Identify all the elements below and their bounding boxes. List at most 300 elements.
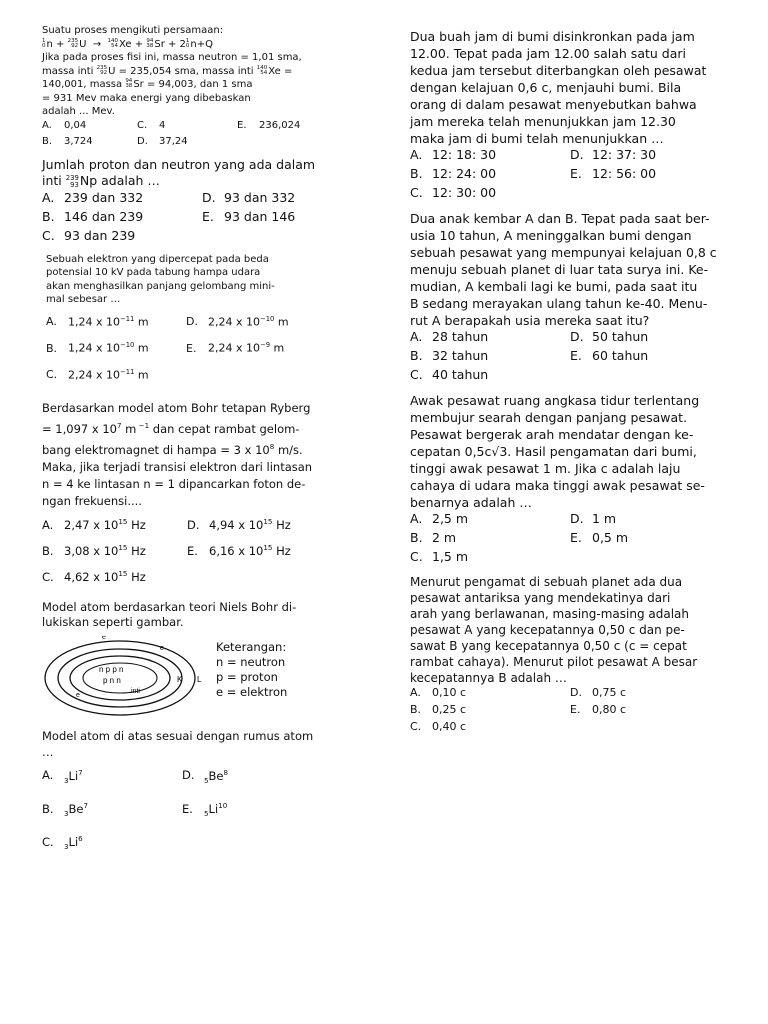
option-text: 60 tahun xyxy=(592,348,649,363)
text-segment: Xe = xyxy=(268,65,293,77)
nuclide-mass: 235 xyxy=(96,64,108,71)
option-exponent: −10 xyxy=(260,314,275,323)
stem-line xyxy=(42,417,342,438)
answer-options xyxy=(410,686,730,737)
option-key: D. xyxy=(570,511,584,526)
stem-line: cahaya di udara maka tinggi awak pesawat se- xyxy=(410,478,705,493)
option-text: 4 xyxy=(159,119,166,131)
legend-title: Keterangan: xyxy=(216,639,287,654)
stem-line: arah yang berlawanan, masing-masing adalah xyxy=(410,607,689,621)
question-bohr-frequency xyxy=(42,400,342,589)
question-clock-dilation xyxy=(410,28,730,204)
question-stem xyxy=(46,253,342,307)
answer-option[interactable] xyxy=(187,538,337,564)
answer-option[interactable] xyxy=(42,135,137,151)
option-text: 12: 30: 00 xyxy=(432,185,497,200)
answer-options xyxy=(410,147,730,204)
option-text: 93 dan 332 xyxy=(224,189,296,205)
stem-line xyxy=(42,65,342,79)
nuclide-symbol: n+Q xyxy=(190,38,213,50)
option-text: 2,47 x 10 xyxy=(64,517,119,532)
stem-line: B sedang merayakan ulang tahun ke-40. Menu- xyxy=(410,296,708,311)
answer-option[interactable] xyxy=(410,511,570,530)
text-segment: = 1,097 x 10 xyxy=(42,422,117,437)
option-text: 40 tahun xyxy=(432,367,489,382)
nuclide-mass: 140 xyxy=(256,64,268,71)
answer-option[interactable] xyxy=(42,228,202,247)
option-key: D. xyxy=(570,686,582,699)
option-exponent: 15 xyxy=(118,568,128,578)
diagram-legend xyxy=(216,640,287,700)
left-column xyxy=(42,24,342,867)
answer-options xyxy=(42,512,342,589)
option-text: 4,94 x 10 xyxy=(209,517,264,532)
stem-line xyxy=(42,438,342,459)
stem-line: ngan frekuensi.... xyxy=(42,494,142,509)
option-key: C. xyxy=(410,185,423,200)
nuclide-mass: 94 xyxy=(146,37,154,44)
option-unit: m xyxy=(270,341,285,355)
legend-item: e = elektron xyxy=(216,684,288,699)
answer-option[interactable] xyxy=(182,795,322,828)
option-key: E. xyxy=(202,208,214,224)
legend-item: n = neutron xyxy=(216,654,286,669)
reaction-equation xyxy=(42,38,342,52)
option-unit: Hz xyxy=(272,517,291,532)
option-unit: m xyxy=(134,368,149,382)
text-segment: U = 235,054 sma, massa inti xyxy=(108,65,257,77)
nuclide-mass: 235 xyxy=(67,37,79,44)
legend-item: p = proton xyxy=(216,669,278,684)
option-key: E. xyxy=(187,543,198,558)
stem-line: Dua buah jam di bumi disinkronkan pada jam xyxy=(410,29,695,44)
option-text: 239 dan 332 xyxy=(64,189,144,205)
option-text: 236,024 xyxy=(259,119,301,131)
answer-option[interactable] xyxy=(410,367,570,386)
answer-option[interactable] xyxy=(570,147,730,166)
nuclide-number: 0 xyxy=(42,42,46,49)
answer-option[interactable] xyxy=(410,329,570,348)
stem-line: Model atom berdasarkan teori Niels Bohr di- xyxy=(42,599,297,614)
stem-line: = 931 Mev maka energi yang dibebaskan xyxy=(42,92,251,104)
answer-option[interactable] xyxy=(46,335,186,362)
question-electron-wavelength xyxy=(42,253,342,389)
element-symbol: Li xyxy=(208,801,219,816)
stem-line: menuju sebuah planet di luar tata surya ini. Ke- xyxy=(410,262,709,277)
answer-options xyxy=(410,511,730,568)
answer-option[interactable] xyxy=(410,348,570,367)
mass-number: 7 xyxy=(78,767,83,777)
answer-option[interactable] xyxy=(137,135,237,151)
option-exponent: 15 xyxy=(118,517,128,527)
stem-line: kedua jam tersebut diterbangkan oleh pesawat xyxy=(410,63,707,78)
stem-line: Berdasarkan model atom Bohr tetapan Ryberg xyxy=(42,401,311,416)
nuclide-symbol: n + xyxy=(46,38,65,50)
option-text: 4,62 x 10 xyxy=(64,569,119,584)
answer-option[interactable] xyxy=(410,703,570,720)
option-key: D. xyxy=(570,147,584,162)
question-twin-paradox xyxy=(410,210,730,386)
text-segment: m xyxy=(121,422,137,437)
answer-option[interactable] xyxy=(410,147,570,166)
answer-option[interactable] xyxy=(202,209,342,228)
stem-line xyxy=(42,78,342,92)
stem-line: n = 4 ke lintasan n = 1 dipancarkan foton de- xyxy=(42,477,306,492)
stem-line: cepatan 0,5c√3. Hasil pengamatan dari bumi, xyxy=(410,444,697,459)
answer-option[interactable] xyxy=(410,185,570,204)
option-text: 0,25 c xyxy=(432,703,467,716)
nuclide-symbol: Np xyxy=(79,173,98,188)
option-unit: m xyxy=(274,315,289,329)
option-text: 1,24 x 10 xyxy=(68,341,120,355)
question-stem xyxy=(42,24,342,119)
stem-line: Model atom di atas sesuai dengan rumus atom xyxy=(42,728,314,743)
option-text: 3,08 x 10 xyxy=(64,543,119,558)
stem-line: maka jam di bumi telah menunjukkan … xyxy=(410,131,664,146)
mass-number: 6 xyxy=(78,833,83,843)
electron-label: e xyxy=(160,644,164,652)
option-text: 0,10 c xyxy=(432,686,467,699)
option-text: 12: 18: 30 xyxy=(432,147,497,162)
option-key: C. xyxy=(42,834,54,849)
option-unit: m xyxy=(134,315,149,329)
stem-line: sawat B yang kecepatannya 0,50 c (c = cepat xyxy=(410,639,687,653)
text-segment: massa inti xyxy=(42,65,97,77)
nuclide-mass: 1 xyxy=(42,37,46,44)
nuclide-symbol: Xe + xyxy=(119,38,144,50)
answer-option[interactable] xyxy=(570,686,730,703)
option-exponent: 15 xyxy=(263,517,273,527)
nuclide-mass: 1 xyxy=(185,37,190,44)
stem-line xyxy=(42,173,342,190)
atomic-number: 3 xyxy=(64,808,69,818)
answer-option[interactable] xyxy=(42,512,187,538)
option-text: 0,80 c xyxy=(592,703,627,716)
option-text: 12: 56: 00 xyxy=(592,166,657,181)
reaction-arrow: → xyxy=(92,38,102,50)
answer-option[interactable] xyxy=(202,190,342,209)
question-relative-velocity xyxy=(410,574,730,737)
nuclide-number: 92 xyxy=(100,69,108,76)
option-unit: Hz xyxy=(127,569,146,584)
stem-line: Dua anak kembar A dan B. Tepat pada saat ber- xyxy=(410,211,710,226)
text-segment: inti xyxy=(42,173,66,188)
stem-line: 12.00. Tepat pada jam 12.00 salah satu dari xyxy=(410,46,686,61)
option-key: C. xyxy=(42,227,55,243)
option-key: E. xyxy=(570,166,582,181)
stem-line: Jika pada proses fisi ini, massa neutron = 1,01 sma, xyxy=(42,52,302,63)
answer-option[interactable] xyxy=(42,795,182,828)
option-key: B. xyxy=(410,348,423,363)
text-segment: bang elektromagnet di hampa = 3 x 10 xyxy=(42,443,270,458)
option-unit: m xyxy=(134,341,149,355)
answer-option[interactable] xyxy=(186,309,326,336)
option-key: A. xyxy=(410,686,421,699)
option-text: 2,24 x 10 xyxy=(68,368,120,382)
stem-line: adalah ... Mev. xyxy=(42,106,115,117)
option-text: 37,24 xyxy=(159,135,188,147)
question-stem xyxy=(42,157,342,190)
option-text: 1,5 m xyxy=(432,549,469,564)
stem-line: dengan kelajuan 0,6 c, menjauhi bumi. Bila xyxy=(410,80,682,95)
option-exponent: −11 xyxy=(120,314,135,323)
option-key: C. xyxy=(42,569,54,584)
stem-line: sebuah pesawat yang mempunyai kelajuan 0,8 c xyxy=(410,245,717,260)
text-segment: m/s. xyxy=(274,443,303,458)
option-text: 6,16 x 10 xyxy=(209,543,264,558)
option-key: A. xyxy=(46,315,57,329)
electron-label: e xyxy=(76,691,80,699)
option-key: C. xyxy=(46,368,58,382)
element-symbol: Li xyxy=(68,768,79,783)
question-stem xyxy=(42,600,342,630)
answer-option[interactable] xyxy=(137,119,237,135)
atom-diagram-row xyxy=(42,636,342,718)
answer-option[interactable] xyxy=(182,762,322,795)
nuclide-number: 92 xyxy=(71,42,79,49)
stem-line: akan menghasilkan panjang gelombang mini- xyxy=(46,280,275,292)
option-key: E. xyxy=(182,801,193,816)
option-unit: Hz xyxy=(272,543,291,558)
exponent: −1 xyxy=(136,421,150,431)
answer-option[interactable] xyxy=(42,190,202,209)
answer-option[interactable] xyxy=(570,511,730,530)
nuclide-number: 54 xyxy=(260,69,268,76)
stem-line: tinggi awak pesawat 1 m. Jika c adalah laju xyxy=(410,461,681,476)
nuclide-mass: 140 xyxy=(107,37,119,44)
text-segment: adalah … xyxy=(97,173,160,188)
answer-option[interactable] xyxy=(410,549,570,568)
stem-line: Awak pesawat ruang angkasa tidur terlentang xyxy=(410,393,700,408)
option-key: C. xyxy=(410,720,422,733)
answer-options xyxy=(46,309,342,389)
option-text: 0,75 c xyxy=(592,686,627,699)
question-np-nucleons xyxy=(42,157,342,247)
atomic-number: 5 xyxy=(204,808,209,818)
stem-line: orang di dalam pesawat menyebutkan bahwa xyxy=(410,97,697,112)
stem-line: rut A berapakah usia mereka saat itu? xyxy=(410,313,650,328)
answer-option[interactable] xyxy=(42,564,187,590)
option-text: 32 tahun xyxy=(432,348,489,363)
answer-option[interactable] xyxy=(570,329,730,348)
nuclide-mass: 94 xyxy=(125,78,133,85)
nucleus-label: inti xyxy=(131,687,140,695)
stem-line: jam mereka telah menunjukkan jam 12.30 xyxy=(410,114,676,129)
option-key: D. xyxy=(187,517,200,532)
nucleus-particles-middle: p n n xyxy=(103,675,121,685)
answer-option[interactable] xyxy=(42,538,187,564)
stem-line: Maka, jika terjadi transisi elektron dari lintasan xyxy=(42,460,313,475)
nuclide-number: 38 xyxy=(125,83,133,89)
element-symbol: Be xyxy=(208,768,224,783)
nuclide-number: 93 xyxy=(70,180,79,189)
option-key: C. xyxy=(137,119,148,131)
shell-k-label: K xyxy=(177,674,183,684)
exponent: 7 xyxy=(116,421,122,431)
option-key: D. xyxy=(186,315,198,329)
answer-option[interactable] xyxy=(186,335,326,362)
stem-line: mal sebesar … xyxy=(46,294,121,305)
option-key: A. xyxy=(410,511,423,526)
nuclide-mass: 239 xyxy=(65,174,79,183)
option-key: B. xyxy=(410,703,422,716)
answer-option[interactable] xyxy=(46,309,186,336)
option-key: D. xyxy=(202,189,216,205)
option-text: 0,04 xyxy=(64,119,87,131)
option-text: 0,40 c xyxy=(432,720,467,733)
answer-option[interactable] xyxy=(410,166,570,185)
option-key: A. xyxy=(410,147,423,162)
stem-line: … xyxy=(42,744,54,759)
text-segment: dan cepat rambat gelom- xyxy=(149,422,300,437)
stem-line: pesawat A yang kecepatannya 0,50 c dan pe- xyxy=(410,623,685,637)
option-key: B. xyxy=(42,801,54,816)
element-symbol: Li xyxy=(68,834,79,849)
answer-option[interactable] xyxy=(187,512,337,538)
option-text: 1,24 x 10 xyxy=(68,315,120,329)
option-key: C. xyxy=(410,549,423,564)
exponent: 8 xyxy=(269,442,275,452)
stem-line: Menurut pengamat di sebuah planet ada dua xyxy=(410,575,683,589)
option-text: 12: 37: 30 xyxy=(592,147,657,162)
answer-option[interactable] xyxy=(410,686,570,703)
option-text: 12: 24: 00 xyxy=(432,166,497,181)
option-exponent: −9 xyxy=(260,341,271,350)
option-exponent: 15 xyxy=(263,542,273,552)
stem-line: lukiskan seperti gambar. xyxy=(42,614,184,629)
option-text: 2,24 x 10 xyxy=(208,341,260,355)
stem-line: mudian, A kembali lagi ke bumi, pada saat itu xyxy=(410,279,698,294)
option-key: E. xyxy=(570,703,581,716)
option-key: B. xyxy=(410,530,423,545)
stem-line: Suatu proses mengikuti persamaan: xyxy=(42,25,224,36)
option-key: A. xyxy=(410,329,423,344)
text-segment: Sr = 94,003, dan 1 sma xyxy=(133,79,253,90)
option-key: D. xyxy=(137,135,148,147)
stem-line: pesawat antariksa yang mendekatinya dari xyxy=(410,591,671,605)
option-text: 2,5 m xyxy=(432,511,469,526)
question-stem xyxy=(410,574,730,686)
answer-option[interactable] xyxy=(42,209,202,228)
question-stem xyxy=(410,210,730,329)
option-key: C. xyxy=(410,367,423,382)
question-stem xyxy=(410,28,730,147)
answer-option[interactable] xyxy=(237,119,337,135)
option-text: 146 dan 239 xyxy=(64,208,144,224)
option-unit: Hz xyxy=(127,543,146,558)
option-text: 2 m xyxy=(432,530,457,545)
stem-line: Pesawat bergerak arah mendatar dengan ke- xyxy=(410,427,694,442)
nuclide-number: 0 xyxy=(185,42,190,49)
answer-option[interactable] xyxy=(570,348,730,367)
atomic-number: 5 xyxy=(204,775,209,785)
stem-line: kecepatannya B adalah … xyxy=(410,671,567,685)
question-stem xyxy=(410,392,730,511)
nuclide-number: 38 xyxy=(146,42,154,49)
option-key: A. xyxy=(42,119,52,131)
question-fission-energy xyxy=(42,24,342,151)
answer-options xyxy=(42,190,342,247)
answer-option[interactable] xyxy=(410,720,570,737)
mass-number: 7 xyxy=(83,800,89,810)
stem-line: Sebuah elektron yang dipercepat pada beda xyxy=(46,253,269,265)
option-exponent: 15 xyxy=(118,542,128,552)
answer-options xyxy=(42,119,342,151)
option-text: 2,24 x 10 xyxy=(208,315,260,329)
option-key: B. xyxy=(42,135,53,147)
text-segment: 140,001, massa xyxy=(42,79,126,90)
option-unit: Hz xyxy=(127,517,146,532)
option-key: D. xyxy=(182,768,195,783)
question-bohr-model xyxy=(42,600,342,861)
stem-line: benarnya adalah … xyxy=(410,495,532,510)
option-text: 93 dan 239 xyxy=(64,227,136,243)
option-key: E. xyxy=(570,348,582,363)
option-text: 1 m xyxy=(592,511,617,526)
option-key: B. xyxy=(42,543,54,558)
answer-option[interactable] xyxy=(42,119,137,135)
answer-option[interactable] xyxy=(570,530,730,549)
stem-line: potensial 10 kV pada tabung hampa udara xyxy=(46,267,261,278)
option-key: B. xyxy=(42,208,55,224)
nuclide-symbol: U xyxy=(79,38,87,50)
option-text: 50 tahun xyxy=(592,329,649,344)
option-text: 93 dan 146 xyxy=(224,208,296,224)
atomic-number: 3 xyxy=(64,841,69,851)
element-symbol: Be xyxy=(68,801,84,816)
option-key: A. xyxy=(42,189,55,205)
option-key: A. xyxy=(42,517,54,532)
mass-number: 8 xyxy=(223,767,229,777)
stem-line: rambat cahaya). Menurut pilot pesawat A besar xyxy=(410,655,698,669)
option-text: 0,5 m xyxy=(592,530,629,545)
option-key: A. xyxy=(42,768,54,783)
answer-option[interactable] xyxy=(42,828,182,861)
answer-option[interactable] xyxy=(410,530,570,549)
answer-options xyxy=(410,329,730,386)
answer-option[interactable] xyxy=(570,703,730,720)
answer-options xyxy=(42,762,342,861)
question-stem-continued xyxy=(42,728,342,760)
question-stem xyxy=(42,400,342,510)
option-key: D. xyxy=(570,329,584,344)
stem-line: Jumlah proton dan neutron yang ada dalam xyxy=(42,156,316,172)
option-key: E. xyxy=(570,530,582,545)
question-length-contraction xyxy=(410,392,730,568)
option-text: 3,724 xyxy=(64,135,93,147)
mass-number: 10 xyxy=(218,800,228,810)
nuclide-number: 54 xyxy=(111,42,119,49)
option-key: B. xyxy=(46,341,58,355)
electron-label: e xyxy=(102,635,106,641)
answer-option[interactable] xyxy=(42,762,182,795)
option-key: B. xyxy=(410,166,423,181)
option-exponent: −11 xyxy=(120,367,135,376)
shell-l-label: L xyxy=(197,674,202,684)
option-exponent: −10 xyxy=(120,341,135,350)
nuclide-symbol: Sr + 2 xyxy=(154,38,186,50)
option-key: E. xyxy=(186,341,197,355)
option-key: E. xyxy=(237,119,247,131)
stem-line: membujur searah dengan panjang pesawat. xyxy=(410,410,688,425)
option-text: 28 tahun xyxy=(432,329,489,344)
bohr-atom-diagram xyxy=(42,636,212,718)
stem-line: usia 10 tahun, A meninggalkan bumi dengan xyxy=(410,228,692,243)
answer-option[interactable] xyxy=(46,362,186,389)
answer-option[interactable] xyxy=(570,166,730,185)
right-column xyxy=(410,28,730,743)
atomic-number: 3 xyxy=(64,775,69,785)
